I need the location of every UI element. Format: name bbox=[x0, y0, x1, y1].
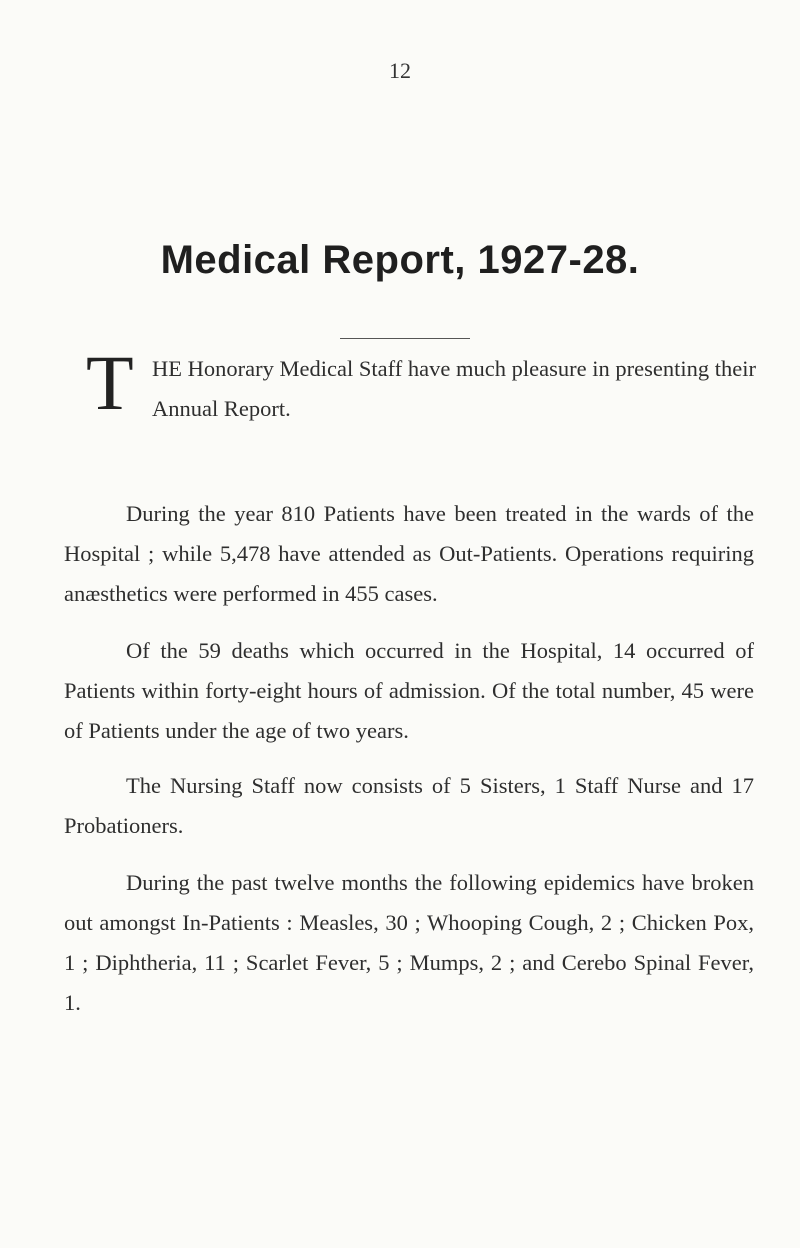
paragraph-patients: During the year 810 Patients have been treated in the wards of the Hospital ; while 5,478 have attended as Out-Patients. Operations requiring anæsthetics were performed in 455 cases. bbox=[64, 501, 754, 606]
page-number: 12 bbox=[389, 58, 411, 83]
intro-paragraph: HE Honorary Medical Staff have much pleasure in presenting their Annual Report. bbox=[152, 356, 756, 421]
page-title: Medical Report, 1927-28. bbox=[160, 238, 640, 282]
paragraph-epidemics: During the past twelve months the following epidemics have broken out amongst In-Patients : Measles, 30 ; Whooping Cough, 2 ; Chicken Pox, 1 ; Diphtheria, 11 ; Scarlet Fever, 5 ; Mumps, 2 ; and Cerebo Spinal Fever, 1. bbox=[64, 870, 754, 1015]
title-divider bbox=[340, 338, 470, 339]
paragraph-deaths: Of the 59 deaths which occurred in the Hospital, 14 occurred of Patients within forty-eight hours of admission. Of the total number, 45 were of Patients under the age of two years. bbox=[64, 638, 754, 743]
paragraph-nursing-staff: The Nursing Staff now consists of 5 Sisters, 1 Staff Nurse and 17 Probationers. bbox=[64, 773, 754, 838]
intro-drop-cap: T bbox=[86, 339, 134, 426]
